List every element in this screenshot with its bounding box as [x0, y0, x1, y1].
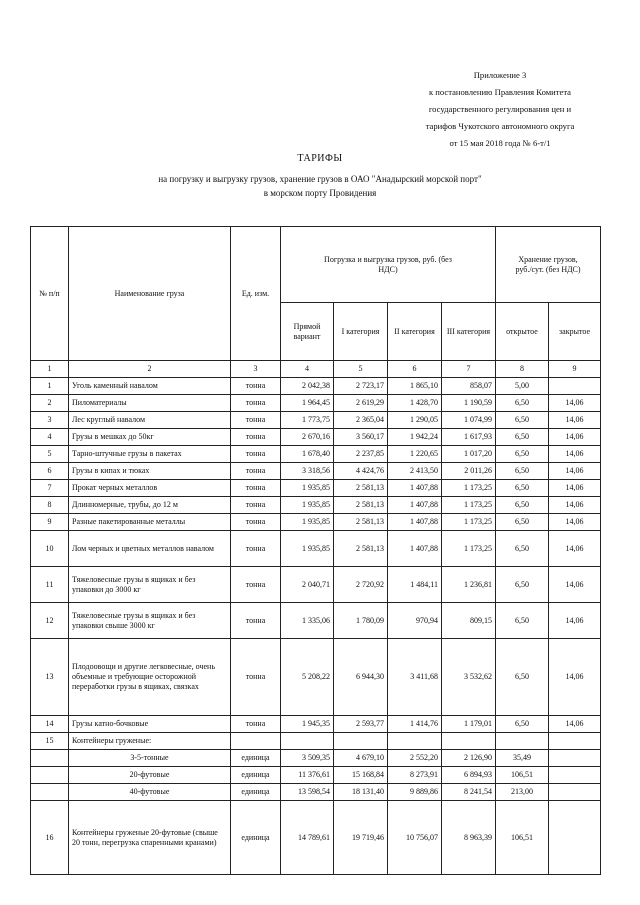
- cell-v5: 4 424,76: [334, 463, 388, 480]
- table-row: [31, 378, 601, 395]
- cell-v9: [549, 733, 601, 750]
- cell-num: 14: [31, 716, 69, 733]
- cell-v6: 8 273,91: [388, 767, 442, 784]
- header-loading-group: Погрузка и выгрузка грузов, руб. (без НДС): [281, 227, 496, 303]
- cell-name: 20-футовые: [69, 767, 231, 784]
- cell-v8: 6,50: [496, 531, 549, 567]
- appendix-line: тарифов Чукотского автономного округа: [425, 121, 575, 131]
- cell-v6: 1 220,65: [388, 446, 442, 463]
- table-row: [31, 603, 601, 639]
- cell-v5: [334, 733, 388, 750]
- cell-v4: 1 678,40: [281, 446, 334, 463]
- cell-unit: тонна: [231, 603, 281, 639]
- cell-name: Длинномерные, трубы, до 12 м: [69, 497, 231, 514]
- cell-unit: тонна: [231, 429, 281, 446]
- cell-v4: 1 935,85: [281, 480, 334, 497]
- cell-unit: тонна: [231, 395, 281, 412]
- cell-v4: 1 964,45: [281, 395, 334, 412]
- cell-v7: 1 173,25: [442, 531, 496, 567]
- cell-unit: тонна: [231, 497, 281, 514]
- cell-v4: 1 935,85: [281, 531, 334, 567]
- cell-v7: 1 617,93: [442, 429, 496, 446]
- cell-v4: [281, 733, 334, 750]
- cell-v9: 14,06: [549, 446, 601, 463]
- cell-name: Тяжеловесные грузы в ящиках и без упаковки свыше 3000 кг: [69, 603, 231, 639]
- cell-v8: 6,50: [496, 463, 549, 480]
- cell-v4: 2 042,38: [281, 378, 334, 395]
- cell-v6: [388, 733, 442, 750]
- table-row: [31, 531, 601, 567]
- cell-num: [31, 750, 69, 767]
- column-number: 2: [69, 361, 231, 378]
- cell-name: Грузы в мешках до 50кг: [69, 429, 231, 446]
- cell-v6: 1 414,76: [388, 716, 442, 733]
- cell-v9: 14,06: [549, 716, 601, 733]
- header-cat1: I категория: [334, 303, 388, 361]
- cell-v9: [549, 767, 601, 784]
- cell-v4: 2 040,71: [281, 567, 334, 603]
- table-row: [31, 412, 601, 429]
- cell-name: Лес круглый навалом: [69, 412, 231, 429]
- cell-unit: тонна: [231, 716, 281, 733]
- cell-v8: 6,50: [496, 395, 549, 412]
- cell-v8: 6,50: [496, 603, 549, 639]
- cell-v6: 2 552,20: [388, 750, 442, 767]
- cell-num: 12: [31, 603, 69, 639]
- column-numbers-row: [31, 361, 601, 378]
- cell-v9: [549, 801, 601, 875]
- cell-num: 16: [31, 801, 69, 875]
- cell-name: Контейнеры груженые 20-футовые (свыше 20 тонн, перегрузка спаренными кранами): [69, 801, 231, 875]
- header-unit: Ед. изм.: [231, 227, 281, 361]
- cell-v7: 1 236,81: [442, 567, 496, 603]
- table-row: [31, 767, 601, 784]
- cell-v8: 6,50: [496, 514, 549, 531]
- header-closed: закрытое: [549, 303, 601, 361]
- cell-v8: 6,50: [496, 446, 549, 463]
- cell-num: 3: [31, 412, 69, 429]
- cell-v7: 6 894,93: [442, 767, 496, 784]
- cell-name: Лом черных и цветных металлов навалом: [69, 531, 231, 567]
- cell-v5: 1 780,09: [334, 603, 388, 639]
- tariffs-table: [30, 226, 601, 875]
- cell-v7: 1 173,25: [442, 514, 496, 531]
- cell-unit: тонна: [231, 463, 281, 480]
- cell-v5: 2 237,85: [334, 446, 388, 463]
- cell-num: 5: [31, 446, 69, 463]
- cell-v6: 970,94: [388, 603, 442, 639]
- cell-v6: 1 407,88: [388, 514, 442, 531]
- cell-v9: [549, 750, 601, 767]
- table-row: [31, 784, 601, 801]
- cell-num: 9: [31, 514, 69, 531]
- appendix-line: государственного регулирования цен и: [428, 104, 572, 114]
- cell-v5: 19 719,46: [334, 801, 388, 875]
- cell-v7: 1 017,20: [442, 446, 496, 463]
- cell-v5: 2 581,13: [334, 480, 388, 497]
- cell-v9: 14,06: [549, 603, 601, 639]
- cell-v6: 2 413,50: [388, 463, 442, 480]
- cell-v7: 3 532,62: [442, 639, 496, 716]
- cell-v7: 8 963,39: [442, 801, 496, 875]
- cell-v7: 1 173,25: [442, 480, 496, 497]
- column-number: 6: [388, 361, 442, 378]
- table-row: [31, 733, 601, 750]
- cell-v8: 6,50: [496, 412, 549, 429]
- cell-v9: 14,06: [549, 429, 601, 446]
- cell-v5: 6 944,30: [334, 639, 388, 716]
- table-row: [31, 497, 601, 514]
- cell-v6: 3 411,68: [388, 639, 442, 716]
- appendix-line: Приложение 3: [473, 70, 527, 80]
- cell-v4: 1 935,85: [281, 514, 334, 531]
- cell-v8: [496, 733, 549, 750]
- cell-unit: тонна: [231, 531, 281, 567]
- cell-unit: единица: [231, 801, 281, 875]
- cell-v9: 14,06: [549, 412, 601, 429]
- table-row: [31, 395, 601, 412]
- table-row: [31, 480, 601, 497]
- cell-name: Тяжеловесные грузы в ящиках и без упаковки до 3000 кг: [69, 567, 231, 603]
- cell-v4: 1 935,85: [281, 497, 334, 514]
- cell-v6: 10 756,07: [388, 801, 442, 875]
- column-number: 4: [281, 361, 334, 378]
- cell-v4: 3 318,56: [281, 463, 334, 480]
- cell-v4: 13 598,54: [281, 784, 334, 801]
- cell-v8: 6,50: [496, 567, 549, 603]
- cell-v9: 14,06: [549, 463, 601, 480]
- document-title: [0, 152, 640, 200]
- cell-v9: [549, 784, 601, 801]
- cell-v7: 858,07: [442, 378, 496, 395]
- cell-v4: 11 376,61: [281, 767, 334, 784]
- cell-v5: 2 723,17: [334, 378, 388, 395]
- cell-name: Грузы в кипах и тюках: [69, 463, 231, 480]
- column-number: 1: [31, 361, 69, 378]
- cell-unit: тонна: [231, 514, 281, 531]
- table-row: [31, 429, 601, 446]
- cell-num: 6: [31, 463, 69, 480]
- cell-v5: 2 619,29: [334, 395, 388, 412]
- header-open: открытое: [496, 303, 549, 361]
- cell-unit: тонна: [231, 480, 281, 497]
- header-name: Наименование груза: [69, 227, 231, 361]
- cell-v9: 14,06: [549, 514, 601, 531]
- cell-v8: 106,51: [496, 767, 549, 784]
- table-row: [31, 567, 601, 603]
- table-row: [31, 716, 601, 733]
- cell-v9: 14,06: [549, 497, 601, 514]
- cell-v6: 1 290,05: [388, 412, 442, 429]
- cell-num: [31, 784, 69, 801]
- cell-unit: тонна: [231, 412, 281, 429]
- cell-v4: 2 670,16: [281, 429, 334, 446]
- cell-num: 15: [31, 733, 69, 750]
- cell-v7: 2 011,26: [442, 463, 496, 480]
- cell-v7: 8 241,54: [442, 784, 496, 801]
- cell-v4: 1 945,35: [281, 716, 334, 733]
- cell-name: Прокат черных металлов: [69, 480, 231, 497]
- header-num: № п/п: [31, 227, 69, 361]
- cell-v4: 1 335,06: [281, 603, 334, 639]
- cell-v8: 6,50: [496, 480, 549, 497]
- cell-v9: 14,06: [549, 531, 601, 567]
- column-number: 5: [334, 361, 388, 378]
- cell-v8: 6,50: [496, 716, 549, 733]
- cell-num: 10: [31, 531, 69, 567]
- cell-unit: тонна: [231, 639, 281, 716]
- column-number: 9: [549, 361, 601, 378]
- cell-name: Тарно-штучные грузы в пакетах: [69, 446, 231, 463]
- cell-unit: единица: [231, 767, 281, 784]
- cell-name: Разные пакетированные металлы: [69, 514, 231, 531]
- cell-v9: 14,06: [549, 395, 601, 412]
- cell-v8: 6,50: [496, 429, 549, 446]
- appendix-line: к постановлению Правления Комитета: [428, 87, 571, 97]
- cell-v6: 1 407,88: [388, 480, 442, 497]
- cell-v5: 18 131,40: [334, 784, 388, 801]
- appendix-line: от 15 мая 2018 года № 6-т/1: [449, 138, 551, 148]
- cell-unit: единица: [231, 784, 281, 801]
- cell-v6: 1 428,70: [388, 395, 442, 412]
- column-number: 3: [231, 361, 281, 378]
- cell-v5: 2 365,04: [334, 412, 388, 429]
- cell-v5: 15 168,84: [334, 767, 388, 784]
- cell-v4: 1 773,75: [281, 412, 334, 429]
- cell-num: [31, 767, 69, 784]
- cell-v4: 5 208,22: [281, 639, 334, 716]
- cell-num: 13: [31, 639, 69, 716]
- cell-v8: 106,51: [496, 801, 549, 875]
- cell-v6: 1 407,88: [388, 497, 442, 514]
- cell-name: Плодоовощи и другие легковесные, очень объемные и требующие осторожной переработки грузы в ящиках, связках: [69, 639, 231, 716]
- cell-v4: 3 509,35: [281, 750, 334, 767]
- cell-v6: 1 407,88: [388, 531, 442, 567]
- cell-unit: тонна: [231, 567, 281, 603]
- table-row: [31, 514, 601, 531]
- cell-v6: 1 484,11: [388, 567, 442, 603]
- header-direct: Прямой вариант: [281, 303, 334, 361]
- header-storage-group: Хранение грузов, руб./сут. (без НДС): [496, 227, 601, 303]
- column-number: 8: [496, 361, 549, 378]
- cell-v5: 4 679,10: [334, 750, 388, 767]
- cell-v7: 2 126,90: [442, 750, 496, 767]
- cell-v5: 2 720,92: [334, 567, 388, 603]
- cell-num: 2: [31, 395, 69, 412]
- cell-v9: 14,06: [549, 567, 601, 603]
- table-row: [31, 750, 601, 767]
- cell-v5: 2 581,13: [334, 514, 388, 531]
- cell-v5: 2 581,13: [334, 497, 388, 514]
- cell-num: 7: [31, 480, 69, 497]
- cell-v6: 9 889,86: [388, 784, 442, 801]
- table-row: [31, 446, 601, 463]
- cell-v5: 3 560,17: [334, 429, 388, 446]
- cell-unit: тонна: [231, 378, 281, 395]
- cell-v8: 6,50: [496, 639, 549, 716]
- cell-v8: 213,00: [496, 784, 549, 801]
- cell-v7: 1 190,59: [442, 395, 496, 412]
- cell-v7: [442, 733, 496, 750]
- cell-v7: 1 074,99: [442, 412, 496, 429]
- title-line-1: на погрузку и выгрузку грузов, хранение грузов в ОАО "Анадырский морской порт": [158, 174, 482, 184]
- cell-v7: 1 179,01: [442, 716, 496, 733]
- cell-name: 40-футовые: [69, 784, 231, 801]
- cell-unit: единица: [231, 750, 281, 767]
- title-line-2: в морском порту Провидения: [263, 188, 377, 198]
- cell-v9: [549, 378, 601, 395]
- table-row: [31, 463, 601, 480]
- cell-num: 11: [31, 567, 69, 603]
- cell-num: 4: [31, 429, 69, 446]
- cell-v4: 14 789,61: [281, 801, 334, 875]
- cell-v9: 14,06: [549, 480, 601, 497]
- cell-v8: 5,00: [496, 378, 549, 395]
- cell-num: 1: [31, 378, 69, 395]
- table-row: [31, 639, 601, 716]
- cell-unit: тонна: [231, 446, 281, 463]
- cell-v6: 1 942,24: [388, 429, 442, 446]
- cell-name: 3-5-тонные: [69, 750, 231, 767]
- cell-unit: [231, 733, 281, 750]
- cell-v7: 809,15: [442, 603, 496, 639]
- header-cat3: III категория: [442, 303, 496, 361]
- column-number: 7: [442, 361, 496, 378]
- cell-v9: 14,06: [549, 639, 601, 716]
- table-body: [31, 378, 601, 875]
- cell-name: Уголь каменный навалом: [69, 378, 231, 395]
- cell-v8: 6,50: [496, 497, 549, 514]
- cell-v5: 2 581,13: [334, 531, 388, 567]
- cell-name: Пиломатериалы: [69, 395, 231, 412]
- cell-v8: 35,49: [496, 750, 549, 767]
- cell-num: 8: [31, 497, 69, 514]
- cell-name: Грузы катно-бочковые: [69, 716, 231, 733]
- appendix-block: [400, 67, 600, 152]
- cell-name: Контейнеры груженые:: [69, 733, 231, 750]
- header-cat2: II категория: [388, 303, 442, 361]
- table-row: [31, 801, 601, 875]
- cell-v7: 1 173,25: [442, 497, 496, 514]
- cell-v5: 2 593,77: [334, 716, 388, 733]
- cell-v6: 1 865,10: [388, 378, 442, 395]
- title-heading: ТАРИФЫ: [297, 153, 343, 164]
